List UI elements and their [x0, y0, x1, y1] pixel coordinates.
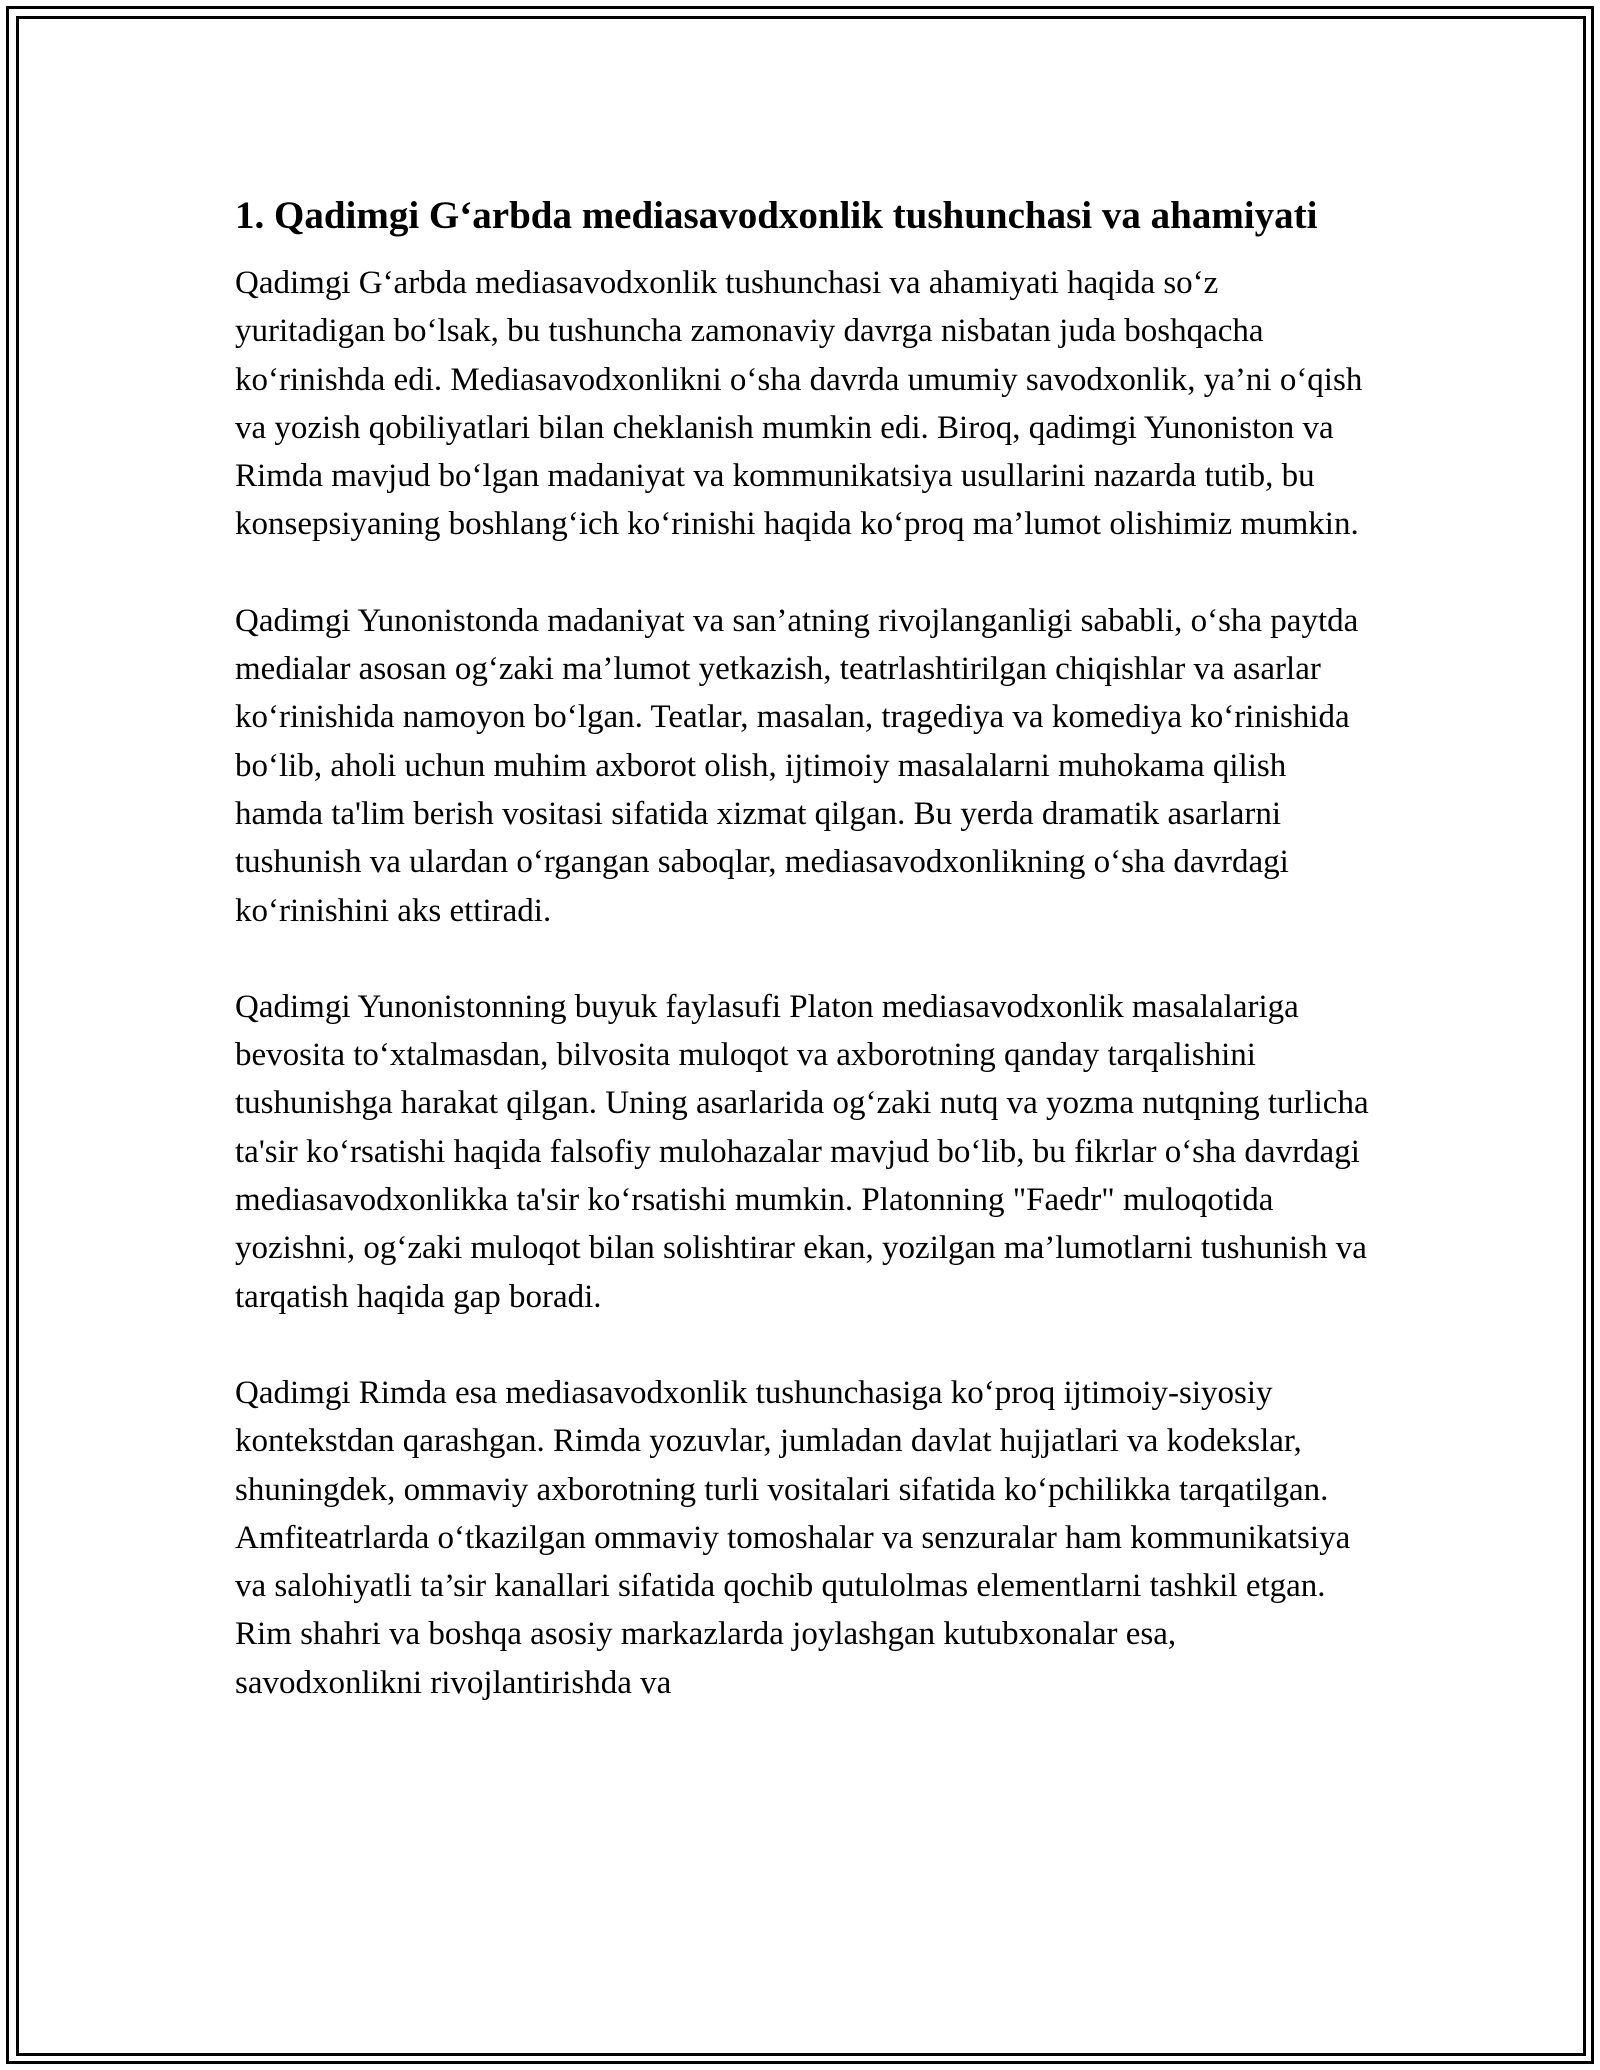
- section-heading: 1. Qadimgi G‘arbda mediasavodxonlik tushunchasi va ahamiyati: [235, 194, 1318, 237]
- paragraph-2: Qadimgi Yunonistonda madaniyat va san’atning rivojlanganligi sababli, o‘sha paytda medialar asosan og‘zaki ma’lumot yetkazish, teatrlashtirilgan chiqishlar va asarlar ko‘rinishida namoyon bo‘lgan. Teatlar, masalan, tragediya va komediya ko‘rinishida bo‘lib, aholi uchun muhim axborot olish, ijtimoiy masalalarni muhokama qilish hamda ta'lim berish vositasi sifatida xizmat qilgan. Bu yerda dramatik asarlarni tushunish va ulardan o‘rgangan saboqlar, mediasavodxonlikning o‘sha davrdagi ko‘rinishini aks ettiradi.: [235, 602, 1359, 929]
- paragraph-4: Qadimgi Rimda esa mediasavodxonlik tushunchasiga ko‘proq ijtimoiy-siyosiy kontekstdan qarashgan. Rimda yozuvlar, jumladan davlat hujjatlari va kodekslar, shuningdek, ommaviy axborotning turli vositalari sifatida ko‘pchilikka tarqatilgan. Amfiteatrlarda o‘tkazilgan ommaviy tomoshalar va senzuralar ham kommunikatsiya va salohiyatli ta’sir kanallari sifatida qochib qutulolmas elementlarni tashkil etgan. Rim shahri va boshqa asosiy markazlarda joylashgan kutubxonalar esa, savodxonlikni rivojlantirishda va: [235, 1374, 1351, 1701]
- paragraph-1: Qadimgi G‘arbda mediasavodxonlik tushunchasi va ahamiyati haqida so‘z yuritadigan bo‘lsak, bu tushuncha zamonaviy davrga nisbatan juda boshqacha ko‘rinishda edi. Mediasavodxonlikni o‘sha davrda umumiy savodxonlik, ya’ni o‘qish va yozish qobiliyatlari bilan cheklanish mumkin edi. Biroq, qadimgi Yunoniston va Rimda mavjud bo‘lgan madaniyat va kommunikatsiya usullarini nazarda tutib, bu konsepsiyaning boshlang‘ich ko‘rinishi haqida ko‘proq ma’lumot olishimiz mumkin.: [235, 265, 1363, 543]
- paragraph-3: Qadimgi Yunonistonning buyuk faylasufi Platon mediasavodxonlik masalalariga bevosita to‘xtalmasdan, bilvosita muloqot va axborotning qanday tarqalishini tushunishga harakat qilgan. Uning asarlarida og‘zaki nutq va yozma nutqning turlicha ta'sir ko‘rsatishi haqida falsofiy mulohazalar mavjud bo‘lib, bu fikrlar o‘sha davrdagi mediasavodxonlikka ta'sir ko‘rsatishi mumkin. Platonning "Faedr" muloqotida yozishni, og‘zaki muloqot bilan solishtirar ekan, yozilgan ma’lumotlarni tushunish va tarqatish haqida gap boradi.: [235, 988, 1369, 1315]
- document-body: [235, 188, 1370, 1755]
